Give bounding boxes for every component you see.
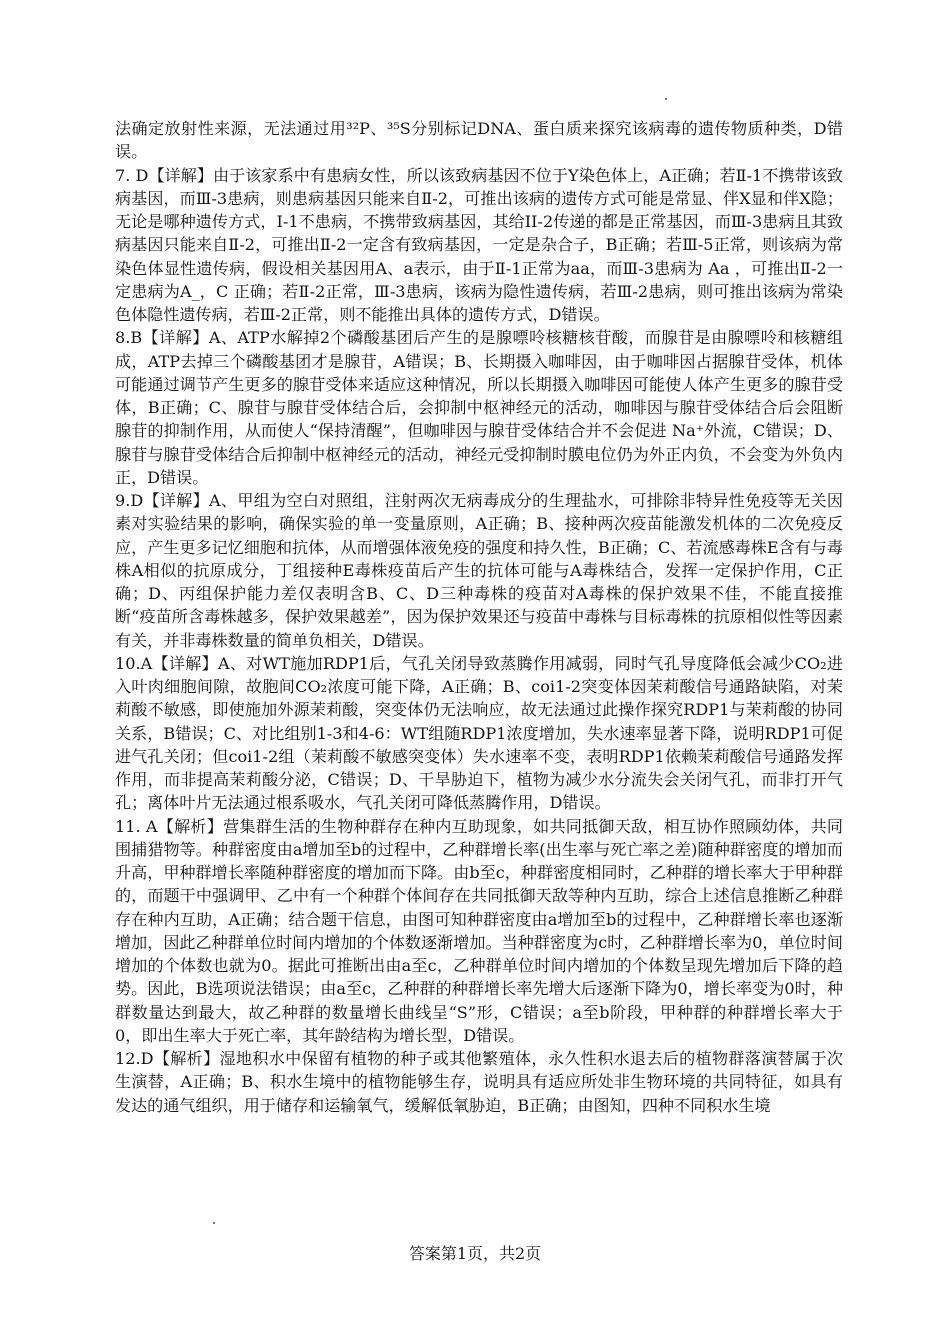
paragraph-6-continued: 法确定放射性来源，无法通过用³²P、³⁵S分别标记DNA、蛋白质来探究该病毒的遗传物质种类，D错误。 [115,119,843,162]
answer-body [115,117,843,1117]
scan-speck [665,98,667,100]
paragraph-answer-8: 8.B【详解】A、ATP水解掉2个磷酸基团后产生的是腺嘌呤核糖核苷酸，而腺苷是由腺嘌呤和核糖组成，ATP去掉三个磷酸基团才是腺苷，A错误；B、长期摄入咖啡因，由于咖啡因占据腺苷受体，机体可能通过调节产生更多的腺苷受体来适应这种情况，所以长期摄入咖啡因可能使人体产生更多的腺苷受体，B正确；C、腺苷与腺苷受体结合后，会抑制中枢神经元的活动，咖啡因与腺苷受体结合后会阻断腺苷的抑制作用，从而使人“保持清醒”，但咖啡因与腺苷受体结合并不会促进 Na⁺外流，C错误；D、腺苷与腺苷受体结合后抑制中枢神经元的活动，神经元受抑制时膜电位仍为外正内负，不会变为外负内正，D错误。 [115,328,843,487]
paragraph-answer-11: 11. A【解析】营集群生活的生物种群存在种内互助现象，如共同抵御天敌，相互协作照顾幼体，共同围捕猎物等。种群密度由a增加至b的过程中，乙种群增长率(出生率与死亡率之差)随种群密度的增加而升高，甲种群增长率随种群密度的增加而下降。由b至c，种群密度相同时，乙种群的增长率大于甲种群的，而题干中强调甲、乙中有一个种群个体间存在共同抵御天敌等种内互助，综合上述信息推断乙种群存在种内互助，A正确；结合题干信息，由图可知种群密度由a增加至b的过程中，乙种群增长率也逐渐增加，因此乙种群单位时间内增加的个体数逐渐增加。当种群密度为c时，乙种群增长率为0，单位时间增加的个体数也就为0。据此可推断出由a至c，乙种群单位时间内增加的个体数呈现先增加后下降的趋势。因此，B选项说法错误；由a至c，乙种群的种群增长率先增大后逐渐下降为0，增长率变为0时，种群数量达到最大，故乙种群的数量增长曲线呈“S”形，C错误；a至b阶段，甲种群的种群增长率大于0，即出生率大于死亡率，其年龄结构为增长型，D错误。 [115,816,843,1045]
paragraph-answer-12: 12.D【解析】湿地积水中保留有植物的种子或其他繁殖体，永久性积水退去后的植物群落演替属于次生演替，A正确；B、积水生境中的植物能够生存，说明具有适应所处非生物环境的共同特征，如具有发达的通气组织，用于储存和运输氧气，缓解低氧胁迫，B正确；由图知，四种不同积水生境 [115,1049,843,1115]
paragraph-answer-9: 9.D【详解】A、甲组为空白对照组，注射两次无病毒成分的生理盐水，可排除非特异性免疫等无关因素对实验结果的影响，确保实验的单一变量原则，A正确；B、接种两次疫苗能激发机体的二次免疫反应，产生更多记忆细胞和抗体，从而增强体液免疫的强度和持久性，B正确；C、若流感毒株E含有与毒株A相似的抗原成分，丁组接种E毒株疫苗后产生的抗体可能与A毒株结合，发挥一定保护作用，C正确；D、丙组保护能力差仅表明含B、C、D三种毒株的疫苗对A毒株的保护效果不佳，不能直接推断“疫苗所含毒株越多，保护效果越差”，因为保护效果还与疫苗中毒株与目标毒株的抗原相似性等因素有关，并非毒株数量的简单负相关，D错误。 [115,491,843,650]
scan-speck [213,1222,215,1224]
paragraph-answer-10: 10.A【详解】A、对WT施加RDP1后，气孔关闭导致蒸腾作用减弱，同时气孔导度降低会减少CO₂进入叶肉细胞间隙，故胞间CO₂浓度可能下降，A正确；B、coi1-2突变体因茉莉酸信号通路缺陷，对茉莉酸不敏感，即使施加外源茉莉酸，突变体仍无法响应，故无法通过此操作探究RDP1与茉莉酸的协同关系，B错误；C、对比组别1-3和4-6：WT组随RDP1浓度增加，失水速率显著下降，说明RDP1可促进气孔关闭；但coi1-2组（茉莉酸不敏感突变体）失水速率不变，表明RDP1依赖茉莉酸信号通路发挥作用，而非提高茉莉酸分泌，C错误；D、干旱胁迫下，植物为减少水分流失会关闭气孔，而非打开气孔；离体叶片无法通过根系吸水，气孔关闭可降低蒸腾作用，D错误。 [115,653,843,813]
page-footer: 答案第1页，共2页 [408,1244,542,1263]
paragraph-answer-7: 7. D【详解】由于该家系中有患病女性，所以该致病基因不位于Y染色体上，A正确；若Ⅱ-1不携带该致病基因，而Ⅲ-3患病，则患病基因只能来自Ⅱ-2，可推出该病的遗传方式可能是常显、伴X显和伴X隐；无论是哪种遗传方式，I-1不患病，不携带致病基因，其给II-2传递的都是正常基因，而Ⅲ-3患病且其致病基因只能来自Ⅱ-2，可推出Ⅱ-2一定含有致病基因，一定是杂合子，B正确；若Ⅲ-5正常，则该病为常染色体显性遗传病，假设相关基因用A、a表示，由于Ⅱ-1正常为aa，而Ⅲ-3患病为 Aa ，可推出Ⅱ-2一定患病为A_，C 正确；若Ⅱ-2正常，Ⅲ-3患病，该病为隐性遗传病，若Ⅲ-2患病，则可推出该病为常染色体隐性遗传病，若Ⅲ-2正常，则不能推出具体的遗传方式，D错误。 [115,165,843,324]
